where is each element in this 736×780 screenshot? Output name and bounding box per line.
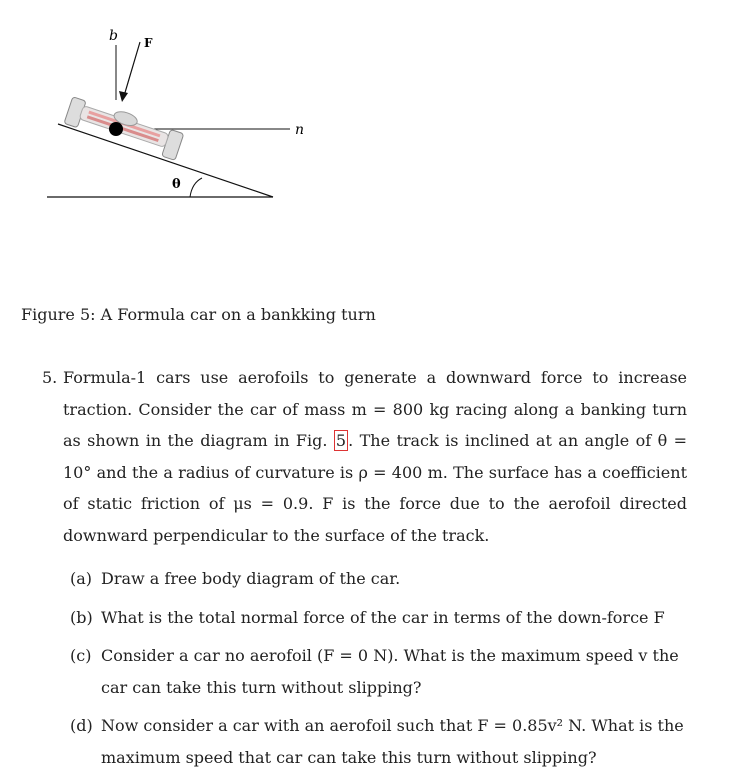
problem-line-4: curvature is ρ = 400 m. The surface has a coefficient of static friction of μs = 0.9. xyxy=(63,462,688,513)
problem-line-1: Formula-1 cars use aerofoils to generate a downward force to increase traction. xyxy=(63,368,687,419)
problem-line-3b: . The track is inclined at an angle of θ = 10° and the a radius of xyxy=(63,431,688,482)
sub-question-text: Now consider a car with an aerofoil such that F = 0.85v² N. What is the maximum speed that car can take this turn without slipping? xyxy=(101,716,684,767)
problem-line-2: Consider the car of mass m = 800 kg racing along a banking turn as shown in the xyxy=(63,399,687,450)
sub-question-text: Draw a free body diagram of the car. xyxy=(101,569,401,588)
sub-question-text: What is the total normal force of the car in terms of the down-force F xyxy=(101,607,665,627)
label-F: F xyxy=(144,36,153,50)
sub-question-a xyxy=(70,563,685,595)
figure-caption: Figure 5: A Formula car on a bankking turn xyxy=(21,305,376,324)
formula-car xyxy=(64,95,184,161)
sub-question-b xyxy=(70,602,685,634)
force-arrowhead xyxy=(119,91,128,102)
problem-line-3a: diagram in Fig. xyxy=(200,431,328,450)
problem-number: 5. xyxy=(42,368,58,387)
angle-arc xyxy=(190,178,202,197)
force-arrow xyxy=(124,42,140,96)
sub-question-d xyxy=(70,710,685,773)
label-n: n xyxy=(295,122,305,138)
banked-turn-figure xyxy=(30,20,330,210)
sub-questions xyxy=(70,563,685,780)
problem-5 xyxy=(42,362,687,551)
problem-line-6: of the track. xyxy=(390,525,490,545)
center-of-mass xyxy=(109,122,123,136)
sub-question-label: (a) xyxy=(70,569,93,588)
figure-reference-link[interactable]: 5 xyxy=(335,431,347,450)
label-theta: θ xyxy=(172,177,181,192)
problem-body xyxy=(63,362,687,551)
sub-question-label: (b) xyxy=(70,607,93,627)
sub-question-c xyxy=(70,640,685,703)
sub-question-label: (c) xyxy=(70,646,92,665)
sub-question-text: Consider a car no aerofoil (F = 0 N). What is the maximum speed v the car can take this turn without slipping? xyxy=(101,646,679,697)
label-b: b xyxy=(109,28,118,44)
problem-line-5: F is the force due to the aerofoil directed downward perpendicular to the surface xyxy=(63,494,687,545)
sub-question-label: (d) xyxy=(70,716,93,735)
